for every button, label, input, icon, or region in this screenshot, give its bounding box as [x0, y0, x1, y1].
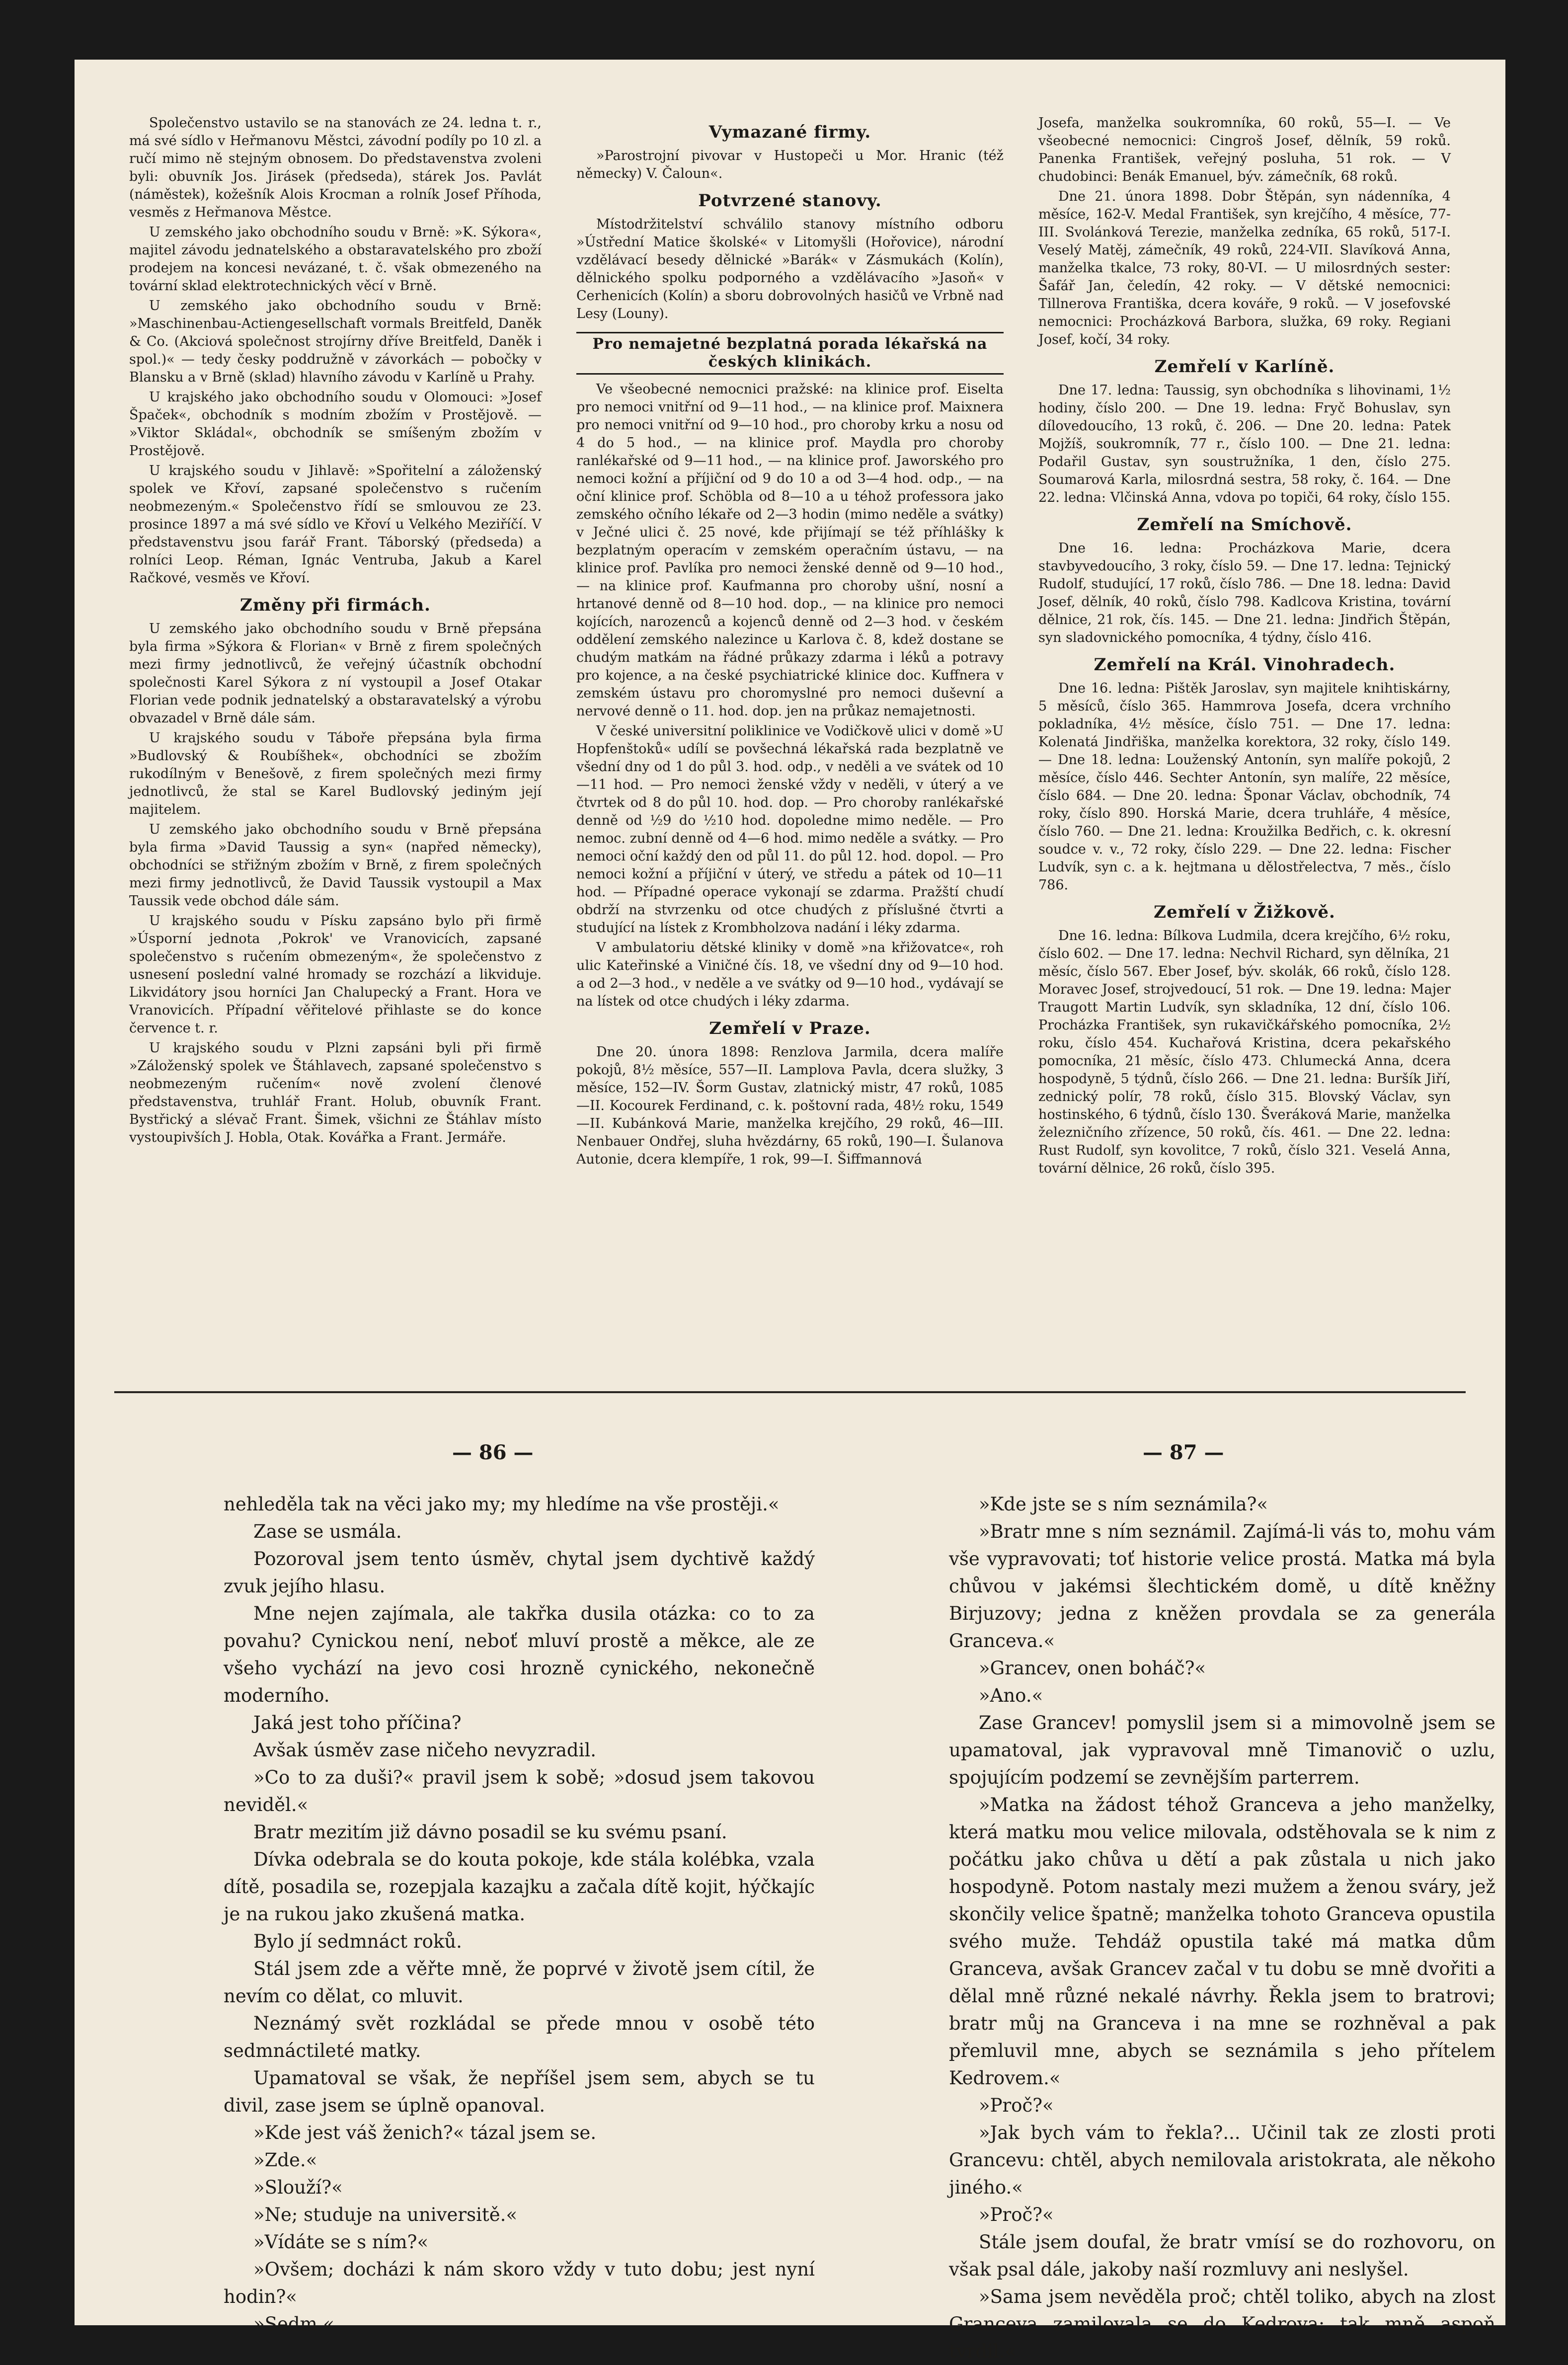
paragraph: »Slouží?« — [253, 2177, 343, 2198]
paragraph: Dne 21. února 1898. Dobr Štěpán, syn nádenníka, 4 měsíce, 162-V. Medal František, syn krejčího, 4 měsíce, 77-III. Svolánková Terezie, manželka zedníka, 65 roků, 517-I. Veselý Matěj, zámečník, 49 roků, 224-VII. Slavíková Anna, manželka tkalce, 73 roky, 80-VI. — U milosrdných sester: Šafář Jan, čeledín, 42 roky. — V dětské nemocnici: Tillnerova Františka, dcera kováře, 9 roků. — V josefovské nemocnici: Procházková Barbora, služka, 69 roky. Regiani Josef, kočí, 34 roky. — [1038, 189, 1451, 347]
paragraph: »Parostrojní pivovar v Hustopeči u Mor. Hranic (též německy) V. Čaloun«. — [576, 148, 1004, 181]
paragraph: U krajského soudu v Jihlavě: »Spořitelní a záloženský spolek ve Křoví, zapsané společenstvo s ručením neobmezeným.« Společenstvo řídí se smlouvou ze 23. prosince 1897 a má své sídlo ve Křoví u Velkého Meziříčí. V představenstvu jsou farář Frant. Táborský (předseda) a rolníci Leop. Réman, Ignác Ventruba, Jakub a Karel Račkové, vesměs ve Křoví. — [129, 463, 542, 586]
page-number-right: — 87 — — [1143, 1441, 1224, 1464]
paragraph: Mne nejen zajímala, ale takřka dusila otázka: co to za povahu? Cynickou není, neboť mluví prostě a měkce, ale ze všeho vychází na jevo cosi hrozně cynického, nekonečně moderního. — [224, 1603, 815, 1706]
section-heading: Zemřelí v Praze. — [709, 1019, 871, 1038]
paragraph: »Bratr mne s ním seznámil. Zajímá-li vás to, mohu vám vše vypravovati; toť historie velice prostá. Matka má byla chůvou v jakémsi šlechtickém domě, u dítě kněžny Birjuzovy; jedna z kněžen provdala se za generála Granceva.« — [949, 1521, 1495, 1652]
column-middle — [576, 114, 1004, 1171]
paragraph: Dne 20. února 1898: Renzlova Jarmila, dcera malíře pokojů, 8½ měsíce, 557—II. Lamplova Pavla, dcera služky, 3 měsíce, 152—IV. Šorm Gustav, zlatnický mistr, 47 roků, 1085—II. Kocourek Ferdinand, c. k. poštovní rada, 48½ roku, 1549—II. Kubánková Marie, manželka krejčího, 29 roků, 46—III. Nenbauer Ondřej, sluha hvězdárny, 65 roků, 190—I. Šulanova Autonie, dcera klempíře, 1 rok, 99—I. Šiffmannová — [576, 1044, 1004, 1167]
paragraph: »Sama jsem nevěděla proč; chtěl toliko, abych na zlost Granceva zamilovala se do Kedrova; tak mně aspoň tvrdil.« — [949, 2286, 1495, 2362]
section-heading: Potvrzené stanovy. — [698, 191, 882, 211]
divider — [114, 1391, 1466, 1393]
paragraph: »Grancev, onen boháč?« — [979, 1657, 1206, 1679]
paragraph: nehleděla tak na věci jako my; my hledíme na vše prostěji.« — [224, 1494, 780, 1515]
novel-column-right — [949, 1491, 1495, 2365]
paragraph: U krajského soudu v Písku zapsáno bylo při firmě »Úsporní jednota ,Pokrok' ve Vranovicích, zapsané společenstvo s ručením obmezeným«, že společenstvo z usnesení poslední valné hromady se rozchází a likviduje. Likvidátory jsou horníci Jan Chalupecký a Frant. Hora ve Vranovicích. Případní věřitelové přihlaste se do konce července t. r. — [129, 913, 542, 1036]
scanned-page — [75, 60, 1505, 2362]
paragraph: V ambulatoriu dětské kliniky v domě »na křižovatce«, roh ulic Kateřinské a Viničné čís. 18, ve všední dny od 9—10 hod. a od 2—3 hod., v neděle a ve svátky od 9—10 hod., vydávají se na lístek od otce chudých i léky zdarma. — [576, 940, 1004, 1009]
paragraph: Dívka odebrala se do kouta pokoje, kde stála kolébka, vzala dítě, posadila se, rozepjala kazajku a začala dítě kojit, hýčkajíc je na rukou jako zkušená matka. — [224, 1849, 815, 1925]
section-heading: Zemřelí v Karlíně. — [1154, 357, 1335, 377]
paragraph: »Matka na žádost téhož Granceva a jeho manželky, která matku mou velice milovala, odstěhovala se k nim z počátku jako chůva u dětí a pak zůstala u nich jako hospodyně. Potom nastaly mezi mužem a ženou sváry, jež skončily velice špatně; manželka tohoto Granceva opustila svého muže. Tehdáž opustila také má matka dům Granceva, avšak Grancev začal v tu dobu se mně dvořiti a dělal mně různé nekalé návrhy. Řekla jsem to bratrovi; bratr můj na Granceva i na mne se rozhněval a pak přemluvil mne, abych se seznámila s jeho přítelem Kedrovem.« — [949, 1794, 1495, 2089]
paragraph: Upamatoval se však, že nepříšel jsem sem, abych se tu divil, zase jsem se úplně opanoval. — [224, 2067, 815, 2116]
section-heading: Zemřelí v Žižkově. — [1154, 902, 1335, 922]
paragraph: Místodržitelství schválilo stanovy místního odboru »Ústřední Matice školské« v Litomyšli (Hořovice), národní vzdělávací besedy dělnické »Barák« v Zásmukách (Kolín), dělnického spolku podporného a vzdělávacího »Jasoň« v Cerhenicích (Kolín) a sboru dobrovolných hasičů ve Vrbně nad Lesy (Louny). — [576, 217, 1004, 321]
paragraph: Dne 16. ledna: Procházkova Marie, dcera stavbyvedoucího, 3 roky, číslo 59. — Dne 17. ledna: Tejnický Rudolf, studující, 17 roků, číslo 786. — Dne 18. ledna: David Josef, dělník, 40 roků, číslo 798. Kadlcova Kristina, tovární dělnice, 21 rok, čís. 145. — Dne 21. ledna: Jindřich Štěpán, syn sladovnického pomocníka, 4 týdny, číslo 416. — [1038, 541, 1451, 645]
paragraph: Neznámý svět rozkládal se přede mnou v osobě této sedmnáctileté matky. — [224, 2013, 815, 2061]
paragraph: »Zde.« — [253, 2149, 317, 2171]
paragraph: »Jak bych vám to řekla?... Učinil tak ze zlosti proti Grancevu: chtěl, abych nemilovala aristokrata, ale někoho jiného.« — [949, 2122, 1495, 2198]
column-right — [1038, 114, 1451, 1180]
paragraph: »Sedm.« — [253, 2313, 335, 2335]
paragraph: Stále jsem doufal, že bratr vmísí se do rozhovoru, on však psal dále, jakoby naší rozmluvy ani neslyšel. — [949, 2231, 1495, 2280]
paragraph: Pozoroval jsem tento úsměv, chytal jsem dychtivě každý zvuk jejího hlasu. — [224, 1548, 815, 1597]
paragraph: Bratr mezitím již dávno posadil se ku svému psaní. — [253, 1821, 727, 1843]
section-heading: Zemřelí na Král. Vinohradech. — [1094, 655, 1396, 675]
paragraph: U zemského jako obchodního soudu v Brně přepsána byla firma »Sýkora & Florian« v Brně z firem společných mezi firmy jednotlivců, že veřejný účastník obchodní společnosti Karel Sýkora z ní vystoupil a Josef Otakar Florian vede podnik jednatelský a obstaravatelský a výrobu obvazadel v Brně dále sám. — [129, 621, 542, 726]
paragraph: U krajského soudu v Táboře přepsána byla firma »Budlovský & Roubíšhek«, obchodníci se zbožím rukodílným v Benešově, z firem společných mezi firmy jednotlivců, že stal se Karel Budlovský jediným její majitelem. — [129, 730, 542, 817]
paragraph: V české universitní poliklinice ve Vodičkově ulici v domě »U Hopfenštoků« udílí se povšechná lékařská rada bezplatně ve všední dny od 1 do půl 3. hod. odp., v neděli a ve svátek od 10—11 hod. — Pro nemoci ženské vždy v neděli, v úterý a ve čtvrtek od 8 do půl 10. hod. dop. — Pro choroby ranlékařské denně od ½9 do ½10 hod. dopoledne mimo neděle. — Pro nemoc. zubní denně od 4—6 hod. mimo neděle a svátky. — Pro nemoci oční každý den od půl 11. do půl 12. hod. dopol. — Pro nemoci kožní a příjiční v úterý, ve středu a pátek od 10—11 hod. — Případné operace vykonají se zdarma. Pražští chudí obdrží na stvrzenku od otce chudých z příslušné čtvrti a studující na lístek z Krombholzova nadání i léky zdarma. — [576, 723, 1004, 936]
paragraph: Bylo jí sedmnáct roků. — [253, 1931, 462, 1952]
paragraph: »Ano.« — [979, 1685, 1043, 1706]
paragraph: »Co to za duši?« pravil jsem k sobě; »dosud jsem takovou neviděl.« — [224, 1767, 815, 1815]
paragraph: »Proč?« — [979, 2204, 1054, 2225]
section-heading: Pro nemajetné bezplatná porada lékařská na českých klinikách. — [576, 332, 1004, 375]
page-number-left: — 86 — — [452, 1441, 534, 1464]
paragraph: »Ovšem; docházi k nám skoro vždy v tuto dobu; jest nyní hodin?« — [224, 2259, 815, 2307]
novel-column-left — [224, 1491, 815, 2338]
section-heading: Změny při firmách. — [240, 595, 431, 615]
paragraph: »Proč?« — [979, 2095, 1054, 2116]
paragraph: Avšak úsměv zase ničeho nevyzradil. — [253, 1739, 597, 1761]
paragraph: Ve všeobecné nemocnici pražské: na klinice prof. Eiselta pro nemoci vnitřní od 9—11 hod., — na klinice prof. Maixnera pro nemoci vnitřní od 9—10 hod., pro choroby krku a nosu od 4 do 5 hod., — na klinice prof. Maydla pro choroby ranlékařské od 9—11 hod., — na klinice prof. Jaworského pro nemoci kožní a příjiční od 9 do 10 a od 3—4 hod. odp., — na oční klinice prof. Schöbla od 8—10 a u téhož professora jako zemského očního lékaře od 2—3 hodin (mimo neděle a svátky) v Ječné ulici č. 25 nové, kde přijímají se též příhlášky k bezplatným operacím v zemském operačním ústavu, — na klinice prof. Pavlíka pro nemoci ženské denně od 9—10 hod., — na klinice prof. Kaufmanna pro choroby ušní, nosní a hrtanové denně od 8—10 hod. dop., — na klinice pro nemoci kojících, narozenců a kojenců denně od 2—3 hod. v českém oddělení zemského nalezince u Karlova č. 8, kdež dostane se chudým matkám na řádné průkazy zdarma i léků a potravy pro kojence, a na české psychiatrické klinice doc. Kuffnera v zemském ústavu pro choromyslné pro nemoci duševní a nervové denně o 11. hod. dop. jen na průkaz nemajetnosti. — [576, 382, 1004, 719]
paragraph: Jaká jest toho příčina? — [253, 1712, 462, 1734]
paragraph: U zemského jako obchodního soudu v Brně přepsána byla firma »David Taussig a syn« (napřed německy), obchodníci se střižným zbožím v Brně, z firem společných mezi firmy jednotlivců, že David Taussik vystoupil a Max Taussik vede obchod dále sám. — [129, 822, 542, 909]
paragraph: U zemského jako obchodního soudu v Brně: »Maschinenbau-Actiengesellschaft vormals Breitfeld, Daněk & Co. (Akciová společnost strojírny dříve Breitfeld, Daněk i spol.)« — tedy česky poddružně v závorkách — pobočky v Blansku a v Brně (sklad) hlavního závodu v Karlíně u Prahy. — [129, 298, 542, 385]
paragraph: Dne 16. ledna: Pištěk Jaroslav, syn majitele knihtiskárny, 5 měsíců, číslo 365. Hammrova Josefa, dcera vrchního pokladníka, 4½ měsíce, číslo 751. — Dne 17. ledna: Kolenatá Jindřiška, manželka korektora, 32 roky, číslo 149. — Dne 18. ledna: Louženský Antonín, syn malíře pokojů, 2 měsíce, číslo 446. Sechter Antonín, syn malíře, 22 měsíce, číslo 684. — Dne 20. ledna: Šponar Václav, obchodník, 74 roky, číslo 890. Horská Marie, dcera truhláře, 4 měsíce, číslo 760. — Dne 21. ledna: Kroužilka Bedřich, c. k. okresní soudce v. v., 72 roky, číslo 229. — Dne 22. ledna: Fischer Ludvík, syn c. a k. hejtmana u dělostřelectva, 7 měs., číslo 786. — [1038, 681, 1451, 893]
paragraph: Dne 16. ledna: Bílkova Ludmila, dcera krejčího, 6½ roku, číslo 602. — Dne 17. ledna: Nechvil Richard, syn dělníka, 21 měsíc, číslo 567. Eber Josef, býv. skolák, 66 roků, číslo 128. Moravec Josef, strojvedoucí, 51 rok. — Dne 19. ledna: Majer Traugott Martin Ludvík, syn skladníka, 12 dní, číslo 106. Procházka František, syn rukavičkářského pomocníka, 2½ roku, číslo 454. Kuchařová Kristina, dcera pekařského pomocníka, 21 měsíc, číslo 473. Chlumecká Anna, dcera hospodyně, 5 týdnů, číslo 266. — Dne 21. ledna: Buršík Jiří, zednický polír, 78 roků, číslo 315. Blovský Václav, syn hostinského, 6 týdnů, číslo 130. Šveráková Marie, manželka železničního zřízence, 50 roků, čís. 461. — Dne 22. ledna: Rust Rudolf, syn kovolitce, 7 roků, číslo 321. Veselá Anna, tovární dělnice, 26 roků, číslo 395. — [1038, 928, 1451, 1176]
paragraph: Dne 17. ledna: Taussig, syn obchodníka s lihovinami, 1½ hodiny, číslo 200. — Dne 19. ledna: Fryč Bohuslav, syn dílovedoucího, 13 roků, č. 206. — Dne 20. ledna: Patek Mojžíš, soukromník, 77 r., číslo 100. — Dne 21. ledna: Podařil Gustav, syn soustružníka, 1 den, číslo 275. Soumarová Karla, milosrdná sestra, 58 roky, č. 164. — Dne 22. ledna: Vlčinská Anna, vdova po topiči, 64 roky, číslo 155. — [1038, 383, 1451, 505]
section-heading: Zemřelí na Smíchově. — [1137, 515, 1352, 535]
paragraph: Společenstvo ustavilo se na stanovách ze 24. ledna t. r., má své sídlo v Heřmanovu Městci, závodní podíly po 10 zl. a ručí mimo ně stejným obnosem. Do představenstva zvoleni byli: obuvník Jos. Jirásek (předseda), stárek Jos. Pavlát (náměstek), kožešník Alois Krocman a rolník Josef Příhoda, vesměs z Heřmanova Městce. — [129, 115, 542, 220]
paragraph: Stál jsem zde a věřte mně, že poprvé v životě jsem cítil, že nevím co dělat, co mluvit. — [224, 1958, 815, 2007]
paragraph: »Ne; studuje na universitě.« — [253, 2204, 518, 2225]
column-left — [129, 114, 542, 1149]
paragraph: U zemského jako obchodního soudu v Brně: »K. Sýkora«, majitel závodu jednatelského a obstaravatelského pro zboží prodejem na koncesi nevázané, t. č. však obmezeného na tovární sklad elektrotechnických věcí v Brně. — [129, 225, 542, 294]
paragraph: »Vídáte se s ním?« — [253, 2231, 429, 2253]
paragraph: »Kde jest váš ženich?« tázal jsem se. — [253, 2122, 597, 2143]
paragraph: »Kde jste se s ním seznámila?« — [979, 1494, 1268, 1515]
paragraph: U krajského soudu v Plzni zapsáni byli při firmě »Záloženský spolek ve Štáhlavech, zapsané společenstvo s neobmezeným ručením« nově zvolení členové představenstva, truhlář Frant. Holub, obuvník Frant. Bystřický a slévač Frant. Šimek, všichni ze Štáhlav místo vystoupivších J. Hobla, Otak. Kovářka a Frant. Jermáře. — [129, 1040, 542, 1145]
paragraph: Zase se usmála. — [253, 1521, 402, 1542]
paragraph: U krajského jako obchodního soudu v Olomouci: »Josef Špaček«, obchodník s modním zbožím v Prostějově. — »Viktor Skládal«, obchodník se smíšeným zbožím v Prostějově. — [129, 390, 542, 459]
section-heading: Vymazané firmy. — [708, 122, 871, 142]
paragraph: Zase Grancev! pomyslil jsem si a mimovolně jsem se upamatoval, jak vypravoval mně Timanovič o uzlu, spojujícím podzemí se zevnějším parterrem. — [949, 1712, 1495, 1788]
paragraph: Josefa, manželka soukromníka, 60 roků, 55—I. — Ve všeobecné nemocnici: Cingroš Josef, dělník, 59 roků. Panenka František, veřejný posluha, 51 rok. — V chudobinci: Benák Emanuel, býv. zámečník, 68 roků. — [1038, 115, 1451, 184]
